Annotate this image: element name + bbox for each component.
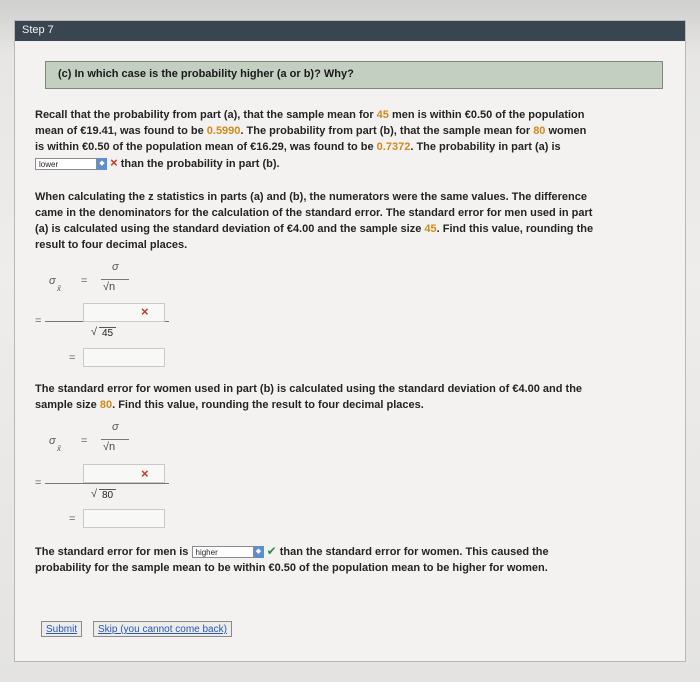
women-numerator-input[interactable] — [83, 464, 165, 483]
standard-error-comparison-select[interactable]: higher — [192, 546, 254, 558]
recall-line-4: lower ◆ × than the probability in part (b). — [35, 155, 665, 172]
equals-sign-3: = — [69, 352, 76, 364]
recall-line-1: Recall that the probability from part (a), that the sample mean for 45 men is within €0.50 of the population — [35, 109, 585, 121]
recall-paragraph — [35, 107, 665, 172]
recall-line-3: is within €0.50 of the population mean of €16.29, was found to be 0.7372. The probability in part (a) is — [35, 141, 561, 153]
xbar-subscript: x̄ — [57, 284, 61, 293]
sigma-lhs: σ — [49, 435, 56, 447]
sigma-numerator: σ — [112, 421, 119, 433]
men-numerator-input[interactable] — [83, 303, 165, 322]
prob-a-value: 0.5990 — [206, 125, 241, 137]
equals-sign-3: = — [69, 513, 76, 525]
prob-b-value: 0.7372 — [376, 141, 411, 153]
wrong-icon: × — [141, 304, 149, 319]
wrong-icon: × — [141, 466, 149, 481]
skip-button[interactable]: Skip (you cannot come back) — [93, 621, 232, 637]
question-bar — [45, 61, 663, 89]
step-panel: Step 7 (c) In which case is the probability higher (a or b)? Why? Recall that the probability from part (a), that the sample mean for 45 men is within €0.50 of the population mean of €19.41, was found to be 0.5990. The probability from part (b), that the sample mean for 80 women is within €0.50 of the population mean of €16.29, was found to be 0.7372. The probability in part (a) is lower ◆ × than the probability in part (b). When calculating the z statistics in parts (a) and (b), the numerators were the same values. The difference came in the denominators for the calculation of the standard error. The standard error for men used in part (a) is calculated using the standard deviation of €4.00 and the sample size 45. Find this value, rounding the result to four decimal places. σ σ x̄ = √n = × √ 45 = The standard error for women used in part (b) is calculated using the standard deviation of €4.00 and the sample size 80. Find this value, rounding the result to four decimal places. σ σ x̄ = √n = × √ 80 = The standard error for men is higher ◆ ✔ than the standard error for women. This caused the probability for the sample mean to be within €0.50 of the population mean to be higher for women. Submit Skip (you cannot come back) — [14, 20, 686, 662]
women-paragraph: The standard error for women used in part (b) is calculated using the standard deviation of €4.00 and the sample size 80. Find this value, rounding the result to four decimal places. — [35, 383, 583, 411]
sqrt-80: 80 — [99, 489, 116, 501]
xbar-subscript: x̄ — [57, 444, 61, 453]
equals-sign: = — [81, 435, 88, 447]
sigma-numerator: σ — [112, 261, 119, 273]
equals-sign-2: = — [35, 477, 42, 489]
wrong-icon: × — [110, 155, 118, 170]
equals-sign: = — [81, 275, 88, 287]
women-standard-error-input[interactable] — [83, 509, 165, 528]
probability-comparison-select[interactable]: lower — [35, 158, 97, 170]
men-paragraph: When calculating the z statistics in parts (a) and (b), the numerators were the same values. The difference came in the denominators for the calculation of the standard error. The standard error for men used in part (a) is calculated using the standard deviation of €4.00 and the sample size 45. Find this value, rounding the result to four decimal places. — [35, 191, 594, 251]
equals-sign-2: = — [35, 315, 42, 327]
step-header — [15, 21, 685, 41]
men-standard-error-input[interactable] — [83, 348, 165, 367]
submit-button[interactable]: Submit — [41, 621, 82, 637]
step-title: Step 7 — [22, 24, 54, 36]
sigma-lhs: σ — [49, 275, 56, 287]
select-arrow-icon[interactable]: ◆ — [97, 158, 107, 170]
sqrt-45: 45 — [99, 327, 116, 339]
correct-check-icon: ✔ — [266, 544, 277, 558]
n-men-value: 45 — [376, 109, 389, 121]
n-women-value: 80 — [533, 125, 546, 137]
sqrt-n: √n — [103, 281, 116, 293]
question-text: (c) In which case is the probability higher (a or b)? Why? — [58, 68, 354, 80]
fraction-line — [101, 279, 129, 280]
women-sample-size: 80 — [99, 399, 113, 411]
fraction-line-2 — [45, 483, 169, 484]
fraction-line — [101, 439, 129, 440]
conclusion-paragraph: The standard error for men is higher ◆ ✔ than the standard error for women. This caused the probability for the sample mean to be within €0.50 of the population mean to be higher for women. — [35, 544, 549, 574]
men-sample-size: 45 — [424, 223, 437, 235]
sqrt-n: √n — [103, 441, 116, 453]
select-arrow-icon[interactable]: ◆ — [254, 546, 264, 558]
recall-line-2: mean of €19.41, was found to be 0.5990. The probability from part (b), that the sample mean for 80 women — [35, 125, 587, 137]
